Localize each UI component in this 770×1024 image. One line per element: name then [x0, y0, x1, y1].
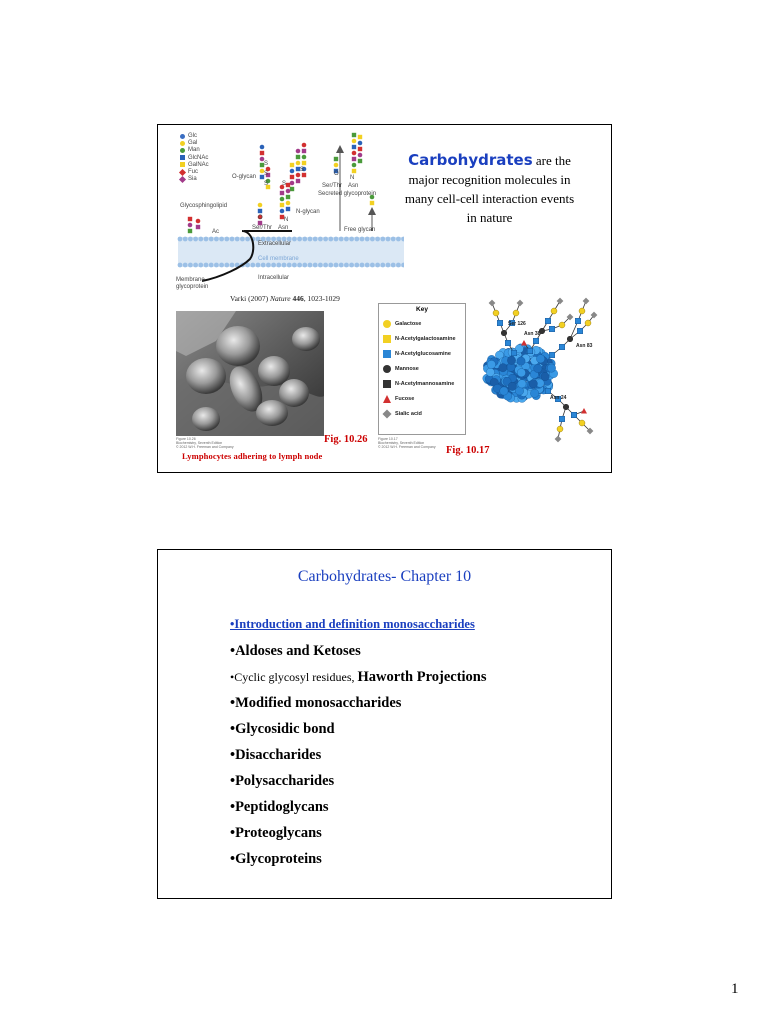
label-serthr-2: Ser/Thr: [252, 225, 273, 231]
glycan-residue: [358, 159, 362, 163]
credit-left: Figure 10.26 Biochemistry, Seventh Edition © 2012 W.H. Freeman and Company: [176, 437, 234, 449]
lipid-head: [287, 263, 292, 268]
lipid-head: [204, 237, 209, 242]
glycan-residue: [358, 135, 362, 139]
lipid-head: [214, 237, 219, 242]
page-number: 1: [731, 981, 739, 997]
key-item: [383, 365, 465, 373]
key-label: Sialic acid: [395, 411, 422, 417]
glycan-residue: [280, 203, 284, 207]
lipid-head: [334, 237, 339, 242]
lipid-head: [193, 237, 198, 242]
lipid-head: [339, 263, 344, 268]
legend-label: GlcNAc: [188, 154, 209, 161]
glycan-residue: [358, 147, 362, 151]
glcnac-node: [577, 328, 583, 334]
label-asn24: Asn 24: [550, 395, 567, 401]
label-s-1: S: [264, 161, 269, 167]
outline-item: •Peptidoglycans: [230, 799, 329, 815]
lipid-head: [209, 263, 214, 268]
glycan-residue: [352, 139, 357, 144]
glycan-residue: [334, 163, 339, 168]
lipid-head: [365, 263, 370, 268]
lipid-head: [344, 237, 349, 242]
glcnac-node: [571, 412, 577, 418]
slide2-title: Carbohydrates- Chapter 10: [297, 568, 472, 585]
lipid-head: [339, 237, 344, 242]
cyclic-big-text: Haworth Projections: [357, 669, 487, 685]
lipid-head: [365, 237, 370, 242]
key-swatch: [382, 409, 391, 418]
galactose-node: [557, 426, 563, 432]
label-freeglycan: Free glycan: [344, 227, 376, 233]
lipid-head: [375, 237, 380, 242]
lipid-head: [297, 237, 302, 242]
galactose-node: [559, 322, 565, 328]
protein-atom: [500, 387, 508, 395]
protein-atom: [534, 364, 542, 372]
mannose-node: [563, 404, 569, 410]
glycan-residue: [286, 201, 291, 206]
label-ser126: Ser 126: [508, 321, 526, 327]
sugar-key: [378, 303, 466, 435]
slide-1: [157, 124, 612, 473]
lipid-head: [230, 237, 235, 242]
citation-pages: , 1023-1029: [303, 294, 340, 303]
glycan-residue: [302, 161, 306, 165]
glcnac-node: [497, 320, 503, 326]
glcnac-node: [549, 352, 555, 358]
glycan-residue: [296, 179, 300, 183]
glycan-residue: [188, 217, 192, 221]
lipid-head: [380, 263, 385, 268]
key-label: Fucose: [395, 396, 415, 402]
galactose-node: [579, 420, 585, 426]
outline-item: •Modified monosaccharides: [230, 695, 402, 711]
glycan-residue: [302, 173, 306, 177]
glycan-residue: [286, 207, 290, 211]
glcnac-node: [559, 344, 565, 350]
protein-atom: [529, 380, 537, 388]
glycan-residue: [358, 153, 363, 158]
lipid-head: [354, 237, 359, 242]
outline-item: •Glycosidic bond: [230, 721, 335, 737]
lipid-head: [178, 237, 183, 242]
glycan-residue: [280, 197, 285, 202]
mannose-node: [567, 336, 573, 342]
key-label: Mannose: [395, 366, 419, 372]
label-secreted: Secreted glycoprotein: [318, 191, 377, 197]
lipid-head: [188, 263, 193, 268]
label-serthr-1: Ser/Thr: [322, 183, 343, 189]
glcnac-node: [533, 338, 539, 344]
label-cellmembrane: Cell membrane: [258, 256, 299, 262]
label-oglycan: O-glycan: [232, 174, 257, 180]
lipid-head: [370, 263, 375, 268]
glycan-residue: [290, 163, 294, 167]
lipid-head: [198, 237, 203, 242]
lipid-head: [297, 263, 302, 268]
cyclic-small-text: •Cyclic glycosyl residues,: [230, 670, 358, 684]
key-item: [383, 395, 465, 403]
lipid-head: [308, 263, 313, 268]
lipid-head: [271, 263, 276, 268]
glycan-residue: [290, 181, 295, 186]
glcnac-node: [549, 326, 555, 332]
lipid-head: [323, 237, 328, 242]
key-label: Galactose: [395, 321, 422, 327]
lipid-head: [235, 237, 240, 242]
lipid-head: [391, 263, 396, 268]
mannose-node: [501, 330, 507, 336]
lipid-head: [224, 263, 229, 268]
protein-atom: [499, 364, 507, 372]
sialic-node: [557, 298, 564, 305]
glycan-residue: [296, 155, 300, 159]
legend-label: Man: [188, 147, 200, 154]
sialic-node: [583, 298, 590, 305]
glcnac-node: [527, 348, 533, 354]
outline-item-cyclic: [230, 664, 487, 690]
key-label: N-Acetylmannosamine: [395, 381, 455, 387]
lipid-head: [391, 237, 396, 242]
outline-item: •Glycoproteins: [230, 851, 322, 867]
lipid-head: [224, 237, 229, 242]
sialic-node: [517, 300, 524, 307]
label-n-2: N: [284, 217, 289, 223]
glycoprotein-model: [470, 295, 608, 445]
lipid-head: [370, 237, 375, 242]
lipid-head: [354, 263, 359, 268]
galactose-node: [513, 310, 519, 316]
label-glycosphingolipid: Glycosphingolipid: [180, 203, 228, 209]
label-ac: Ac: [212, 229, 220, 235]
glycan-diagram-drawing: [172, 131, 404, 291]
label-nglycan: N-glycan: [296, 209, 320, 215]
glcnac-node: [559, 416, 565, 422]
glcnac-node: [545, 388, 551, 394]
fucose-node: [581, 408, 587, 414]
glycan-residue: [258, 209, 262, 213]
key-item: [383, 410, 465, 418]
lipid-head: [183, 237, 188, 242]
glycan-residue: [352, 145, 356, 149]
glycan-residue: [352, 163, 357, 168]
glycan-residue: [188, 229, 192, 233]
glcnac-node: [545, 318, 551, 324]
key-item: [383, 350, 465, 358]
lipid-head: [328, 237, 333, 242]
key-swatch: [383, 350, 391, 358]
legend-label: Fuc: [188, 169, 199, 175]
glycan-residue: [352, 157, 356, 161]
citation-volume: 446: [292, 294, 304, 303]
glycan-residue: [296, 173, 301, 178]
lipid-head: [318, 263, 323, 268]
glcnac-node: [575, 318, 581, 324]
glycan-residue: [290, 169, 295, 174]
legend-label: Glc: [188, 133, 197, 139]
label-intracellular: Intracellular: [258, 275, 290, 281]
lipid-head: [230, 263, 235, 268]
lipid-head: [261, 263, 266, 268]
glycan-residue: [188, 223, 193, 228]
glycan-residue: [370, 201, 374, 205]
protein-spacefill: [470, 295, 608, 445]
intro-title: Carbohydrates: [408, 151, 533, 169]
lipid-head: [323, 263, 328, 268]
citation-prefix: Varki (2007): [230, 294, 270, 303]
lipid-head: [328, 263, 333, 268]
glycan-residue: [302, 149, 306, 153]
key-item: [383, 320, 465, 328]
galactose-node: [585, 320, 591, 326]
protein-atom: [486, 368, 494, 376]
lipid-head: [198, 263, 203, 268]
glycan-residue: [260, 145, 265, 150]
key-label: N-Acetylglucosamine: [395, 351, 451, 357]
lipid-head: [360, 263, 365, 268]
glycan-residue: [286, 183, 290, 187]
lymphocyte-micrograph: [176, 311, 324, 436]
lipid-head: [334, 263, 339, 268]
key-label: N-Acetylgalactosamine: [395, 336, 456, 342]
glycan-residue: [280, 209, 285, 214]
glycan-residue: [302, 143, 307, 148]
lipid-head: [214, 263, 219, 268]
label-asn83: Asn 83: [576, 343, 593, 349]
lipid-head: [292, 237, 297, 242]
lipid-head: [240, 237, 245, 242]
citation: [230, 294, 340, 303]
outline-item: •Proteoglycans: [230, 825, 322, 841]
glycan-residue: [358, 141, 363, 146]
protein-atom: [517, 369, 525, 377]
lipid-head: [256, 263, 261, 268]
lipid-head: [344, 263, 349, 268]
galactose-node: [493, 310, 499, 316]
lipid-head: [276, 263, 281, 268]
galactose-node: [551, 308, 557, 314]
lipid-head: [188, 237, 193, 242]
lipid-head: [396, 237, 401, 242]
lipid-head: [349, 263, 354, 268]
fig-10-17-label: Fig. 10.17: [446, 445, 490, 456]
key-swatch: [383, 365, 391, 373]
glycan-diagram: [172, 131, 404, 291]
protein-atom: [517, 357, 525, 365]
outline-item: •Polysaccharides: [230, 773, 335, 789]
topic-outline: [230, 612, 487, 872]
glycan-residue: [352, 133, 356, 137]
lipid-head: [349, 237, 354, 242]
lipid-head: [245, 237, 250, 242]
label-s-4: S: [282, 181, 287, 187]
key-item: [383, 335, 465, 343]
intro-rest: are the major recognition molecules in many cell-cell interaction events in nature: [404, 153, 575, 225]
legend-label: Gal: [188, 140, 198, 147]
lipid-head: [204, 263, 209, 268]
lipid-head: [282, 263, 287, 268]
outline-item: •Disaccharides: [230, 747, 322, 763]
lymphocytes-caption: Lymphocytes adhering to lymph node: [182, 451, 323, 461]
citation-journal: Nature: [270, 294, 291, 303]
lipid-head: [302, 263, 307, 268]
lipid-head: [313, 263, 318, 268]
key-items: [379, 320, 465, 418]
label-extracellular: Extracellular: [258, 241, 292, 247]
label-s-2: S: [264, 171, 269, 177]
glycan-residue: [280, 191, 284, 195]
label-n-1: N: [350, 175, 355, 181]
key-swatch: [383, 320, 391, 328]
lipid-head: [178, 263, 183, 268]
micrograph-image: [176, 311, 324, 436]
lipid-head: [396, 263, 401, 268]
glycan-residue: [260, 151, 264, 155]
outline-item: •Aldoses and Ketoses: [230, 643, 361, 659]
key-swatch: [383, 395, 391, 403]
label-asn38: Asn 38: [524, 331, 541, 337]
protein-atom: [536, 355, 544, 363]
glycan-residue: [196, 225, 200, 229]
glycan-residue: [286, 189, 291, 194]
protein-atom: [530, 389, 538, 397]
glycan-residue: [196, 219, 201, 224]
lipid-head: [193, 263, 198, 268]
protein-atom: [518, 380, 526, 388]
lipid-head: [360, 237, 365, 242]
lipid-head: [266, 263, 271, 268]
lipid-head: [183, 263, 188, 268]
glcnac-node: [505, 340, 511, 346]
protein-atom: [547, 364, 555, 372]
glycan-residue: [290, 187, 294, 191]
label-o-2: O: [258, 215, 263, 221]
sialic-node: [489, 300, 496, 307]
key-swatch: [383, 335, 391, 343]
glycan-residue: [296, 149, 301, 154]
lipid-head: [318, 237, 323, 242]
fucose-node: [521, 340, 527, 346]
lipid-head: [386, 263, 391, 268]
glycan-residue: [258, 203, 263, 208]
intro-text: [402, 151, 577, 227]
legend-label: GalNAc: [188, 161, 209, 168]
lipid-head: [313, 237, 318, 242]
lipid-head: [209, 237, 214, 242]
lipid-head: [219, 263, 224, 268]
glycan-residue: [296, 161, 301, 166]
lipid-head: [302, 237, 307, 242]
lipid-head: [308, 237, 313, 242]
protein-atom: [507, 356, 515, 364]
sialic-node: [591, 312, 598, 319]
glycan-residue: [290, 175, 294, 179]
label-membrane-glycoprotein: Membrane glycoprotein: [176, 277, 209, 290]
lipid-head: [375, 263, 380, 268]
lipid-head: [380, 237, 385, 242]
glcnac-node: [511, 350, 517, 356]
protein-atom: [541, 372, 549, 380]
key-title: Key: [416, 306, 428, 313]
lipid-head: [292, 263, 297, 268]
label-s-3: S: [264, 181, 269, 187]
outline-link-introduction[interactable]: •Introduction and definition monosaccharides: [230, 617, 475, 631]
label-asn-1: Asn: [348, 183, 359, 189]
lipid-head: [219, 237, 224, 242]
fig-10-26-label: Fig. 10.26: [324, 434, 368, 445]
lipid-head: [250, 263, 255, 268]
glycan-residue: [352, 151, 357, 156]
glycan-residue: [286, 195, 290, 199]
slide-2: [157, 549, 612, 899]
key-swatch: [383, 380, 391, 388]
legend-label: Sia: [188, 176, 197, 183]
glycan-residue: [352, 169, 356, 173]
label-o-1: O: [334, 171, 339, 177]
galactose-node: [579, 308, 585, 314]
label-asn-2: Asn: [278, 225, 289, 231]
protein-atom: [487, 360, 495, 368]
label-s-5: S: [300, 167, 305, 173]
lipid-head: [386, 237, 391, 242]
glycan-residue: [334, 157, 338, 161]
glycan-residue: [302, 155, 307, 160]
key-item: [383, 380, 465, 388]
credit-right: Figure 10.17 Biochemistry, Seventh Edition © 2012 W.H. Freeman and Company: [378, 437, 436, 449]
sialic-node: [555, 436, 562, 443]
protein-atom: [508, 382, 516, 390]
